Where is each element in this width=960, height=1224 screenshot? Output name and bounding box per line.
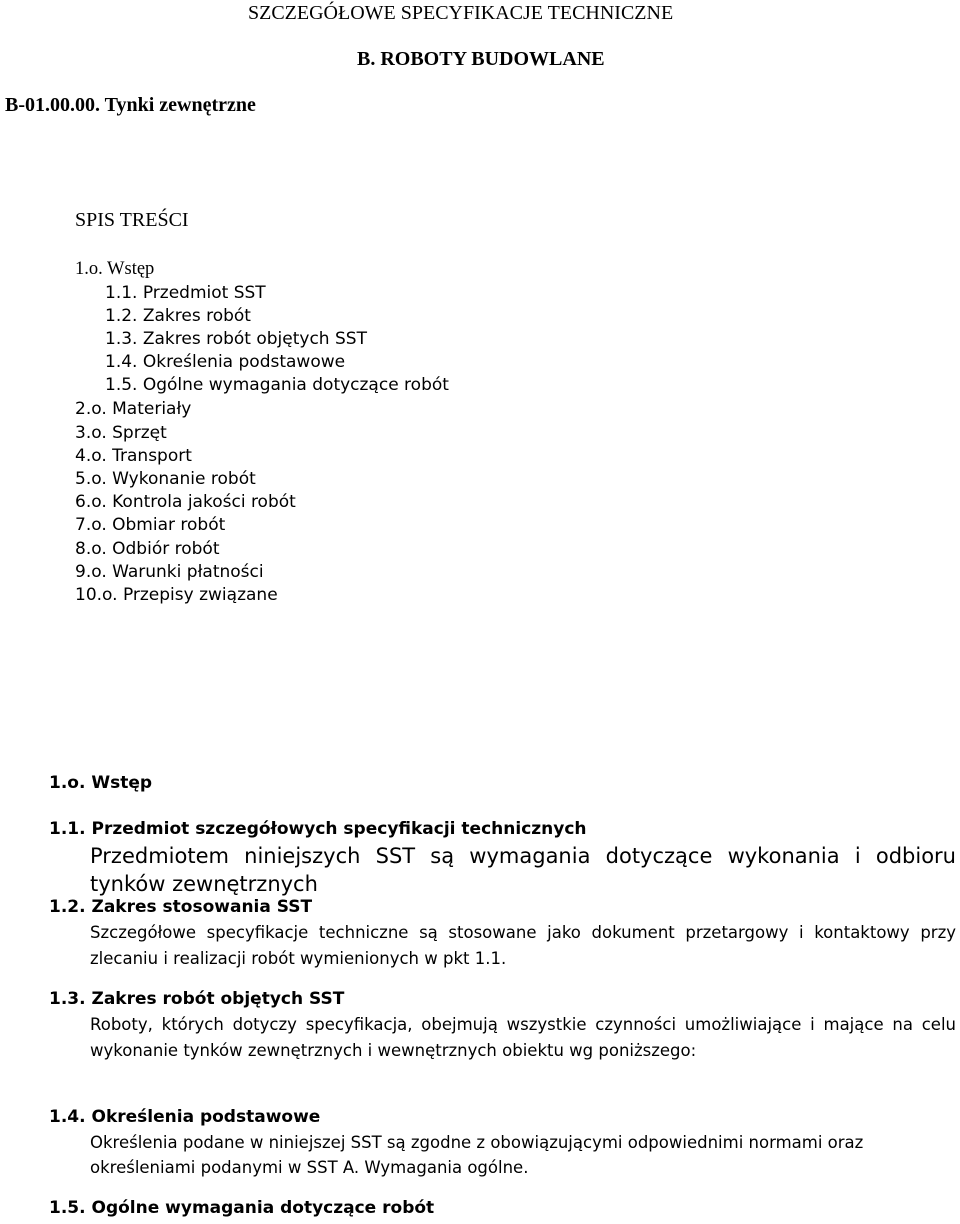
toc-item: 8.o. Odbiór robót <box>75 539 220 559</box>
paragraph-line: Określenia podane w niniejszej SST są zgodne z obowiązującymi odpowiednimi normami oraz <box>90 1133 864 1152</box>
subsection-body <box>90 1130 956 1180</box>
subsection-body <box>90 920 956 972</box>
toc-item: 1.3. Zakres robót objętych SST <box>105 329 367 349</box>
toc-title: SPIS TREŚCI <box>75 209 189 231</box>
toc-item: 1.4. Określenia podstawowe <box>105 352 346 372</box>
subsection-heading: 1.4. Określenia podstawowe <box>49 1107 321 1127</box>
subsection-heading: 1.2. Zakres stosowania SST <box>49 897 313 917</box>
toc-item: 4.o. Transport <box>75 446 192 466</box>
paragraph-line: określeniami podanymi w SST A. Wymagania ogólne. <box>90 1158 529 1177</box>
toc-item: 1.5. Ogólne wymagania dotyczące robót <box>105 375 449 395</box>
subsection-body <box>90 1012 956 1064</box>
paragraph: Szczegółowe specyfikacje techniczne są stosowane jako dokument przetargowy i kontaktowy przy zlecaniu i realizacji robót wymienionych w pkt 1.1. <box>90 923 956 968</box>
toc-item: 1.1. Przedmiot SST <box>105 283 266 303</box>
paragraph: Przedmiotem niniejszych SST są wymagania dotyczące wykonania i odbioru tynków zewnętrznych <box>90 844 956 896</box>
toc-item: 5.o. Wykonanie robót <box>75 469 256 489</box>
subsection-heading: 1.5. Ogólne wymagania dotyczące robót <box>49 1198 435 1218</box>
subsection-body <box>90 842 956 898</box>
section-heading: 1.o. Wstęp <box>49 773 153 793</box>
paragraph: Roboty, których dotyczy specyfikacja, obejmują wszystkie czynności umożliwiające i mające na celu wykonanie tynków zewnętrznych i wewnętrznych obiektu wg poniższego: <box>90 1015 956 1060</box>
toc-item: 3.o. Sprzęt <box>75 423 167 443</box>
toc-item: 9.o. Warunki płatności <box>75 562 264 582</box>
toc-item: 7.o. Obmiar robót <box>75 515 226 535</box>
section-code-title: B-01.00.00. Tynki zewnętrzne <box>5 94 256 116</box>
subsection-heading: 1.1. Przedmiot szczegółowych specyfikacji technicznych <box>49 819 587 839</box>
subsection-heading: 1.3. Zakres robót objętych SST <box>49 989 345 1009</box>
toc-item: 10.o. Przepisy związane <box>75 585 278 605</box>
toc-item: 6.o. Kontrola jakości robót <box>75 492 296 512</box>
document-title: SZCZEGÓŁOWE SPECYFIKACJE TECHNICZNE <box>248 2 674 24</box>
toc-item: 1.o. Wstęp <box>75 259 155 279</box>
toc-item: 2.o. Materiały <box>75 399 192 419</box>
document-subtitle: B. ROBOTY BUDOWLANE <box>357 48 605 70</box>
toc-item: 1.2. Zakres robót <box>105 306 251 326</box>
